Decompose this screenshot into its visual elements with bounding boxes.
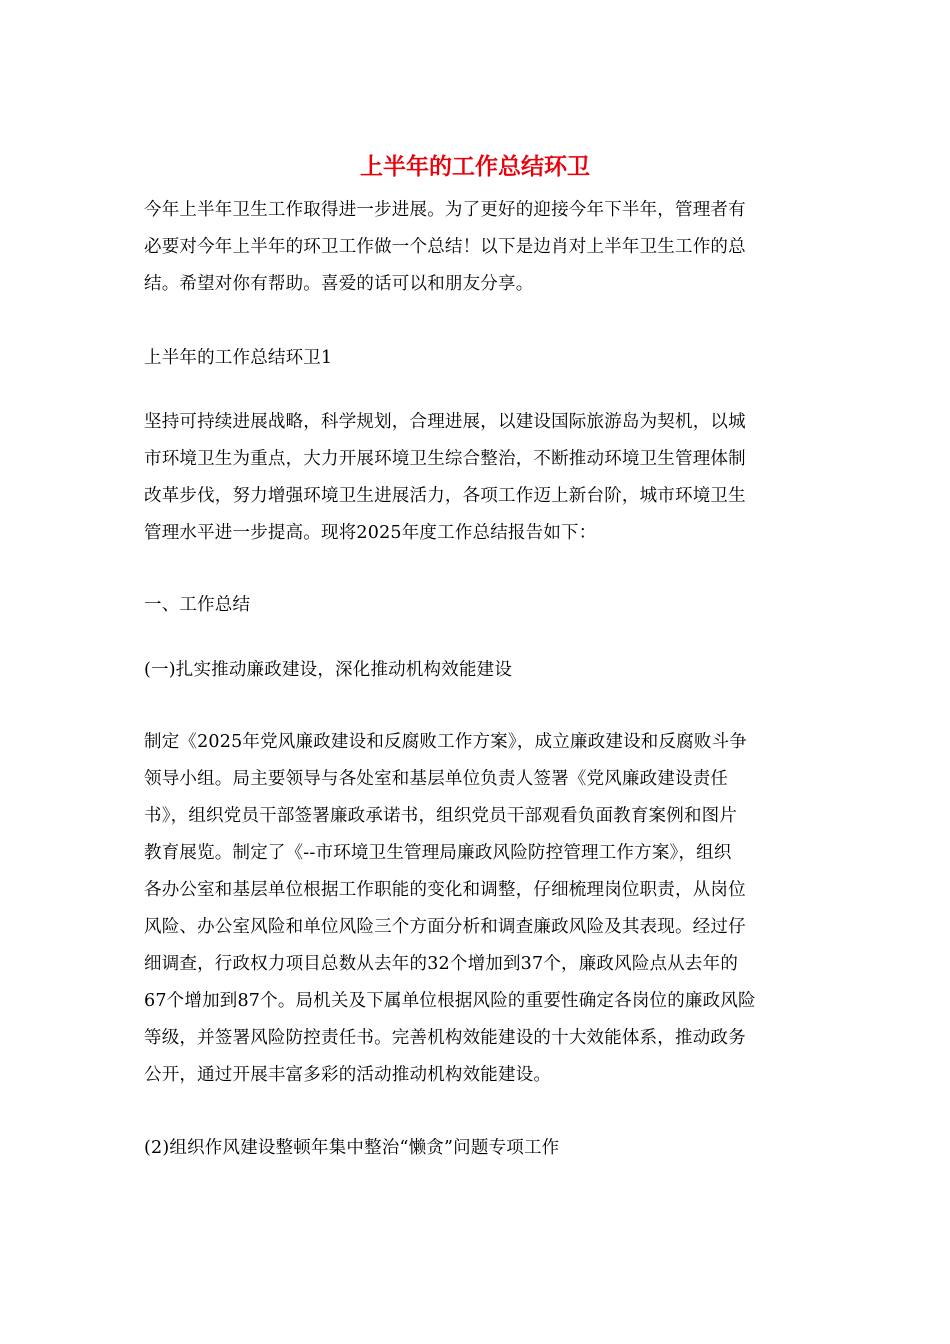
paragraph-line: 管理水平进一步提高。现将2025年度工作总结报告如下： <box>144 523 597 543</box>
paragraph-line: 改革步伐，努力增强环境卫生进展活力，各项工作迈上新台阶，城市环境卫生 <box>144 486 746 506</box>
paragraph-line: 风险、办公室风险和单位风险三个方面分析和调查廉政风险及其表现。经过仔 <box>144 917 746 937</box>
paragraph-line: 细调查，行政权力项目总数从去年的32个增加到37个，廉政风险点从去年的 <box>144 954 739 974</box>
paragraph-integrity <box>144 724 814 1094</box>
paragraph-line: 67个增加到87个。局机关及下属单位根据风险的重要性确定各岗位的廉政风险 <box>144 991 756 1011</box>
heading-work-summary: 一、工作总结 <box>144 595 251 615</box>
intro-line: 结。希望对你有帮助。喜爱的话可以和朋友分享。 <box>144 274 534 294</box>
section-heading: 上半年的工作总结环卫1 <box>144 348 333 368</box>
paragraph-line: 领导小组。局主要领导与各处室和基层单位负责人签署《党风廉政建设责任 <box>144 769 729 789</box>
paragraph-line: 市环境卫生为重点，大力开展环境卫生综合整治，不断推动环境卫生管理体制 <box>144 449 746 469</box>
paragraph-line: 坚持可持续进展战略，科学规划，合理进展，以建设国际旅游岛为契机，以城 <box>144 412 746 432</box>
paragraph-line: 制定《2025年党风廉政建设和反腐败工作方案》，成立廉政建设和反腐败斗争 <box>144 732 747 752</box>
intro-paragraph <box>144 192 814 303</box>
paragraph-line: 等级，并签署风险防控责任书。完善机构效能建设的十大效能体系，推动政务 <box>144 1028 746 1048</box>
intro-line: 今年上半年卫生工作取得进一步进展。为了更好的迎接今年下半年，管理者有 <box>144 200 746 220</box>
paragraph-line: 各办公室和基层单位根据工作职能的变化和调整，仔细梳理岗位职责，从岗位 <box>144 880 746 900</box>
heading-integrity: (一)扎实推动廉政建设，深化推动机构效能建设 <box>144 660 513 680</box>
paragraph-line: 公开，通过开展丰富多彩的活动推动机构效能建设。 <box>144 1065 552 1085</box>
heading-style-rectification: (2)组织作风建设整顿年集中整治“懒贪”问题专项工作 <box>144 1138 560 1158</box>
intro-line: 必要对今年上半年的环卫工作做一个总结！以下是边肖对上半年卫生工作的总 <box>144 237 746 257</box>
document-title: 上半年的工作总结环卫 <box>360 154 590 180</box>
paragraph-strategy <box>144 404 814 552</box>
paragraph-line: 教育展览。制定了《--市环境卫生管理局廉政风险防控管理工作方案》，组织 <box>144 843 732 863</box>
paragraph-line: 书》，组织党员干部签署廉政承诺书，组织党员干部观看负面教育案例和图片 <box>144 806 738 826</box>
